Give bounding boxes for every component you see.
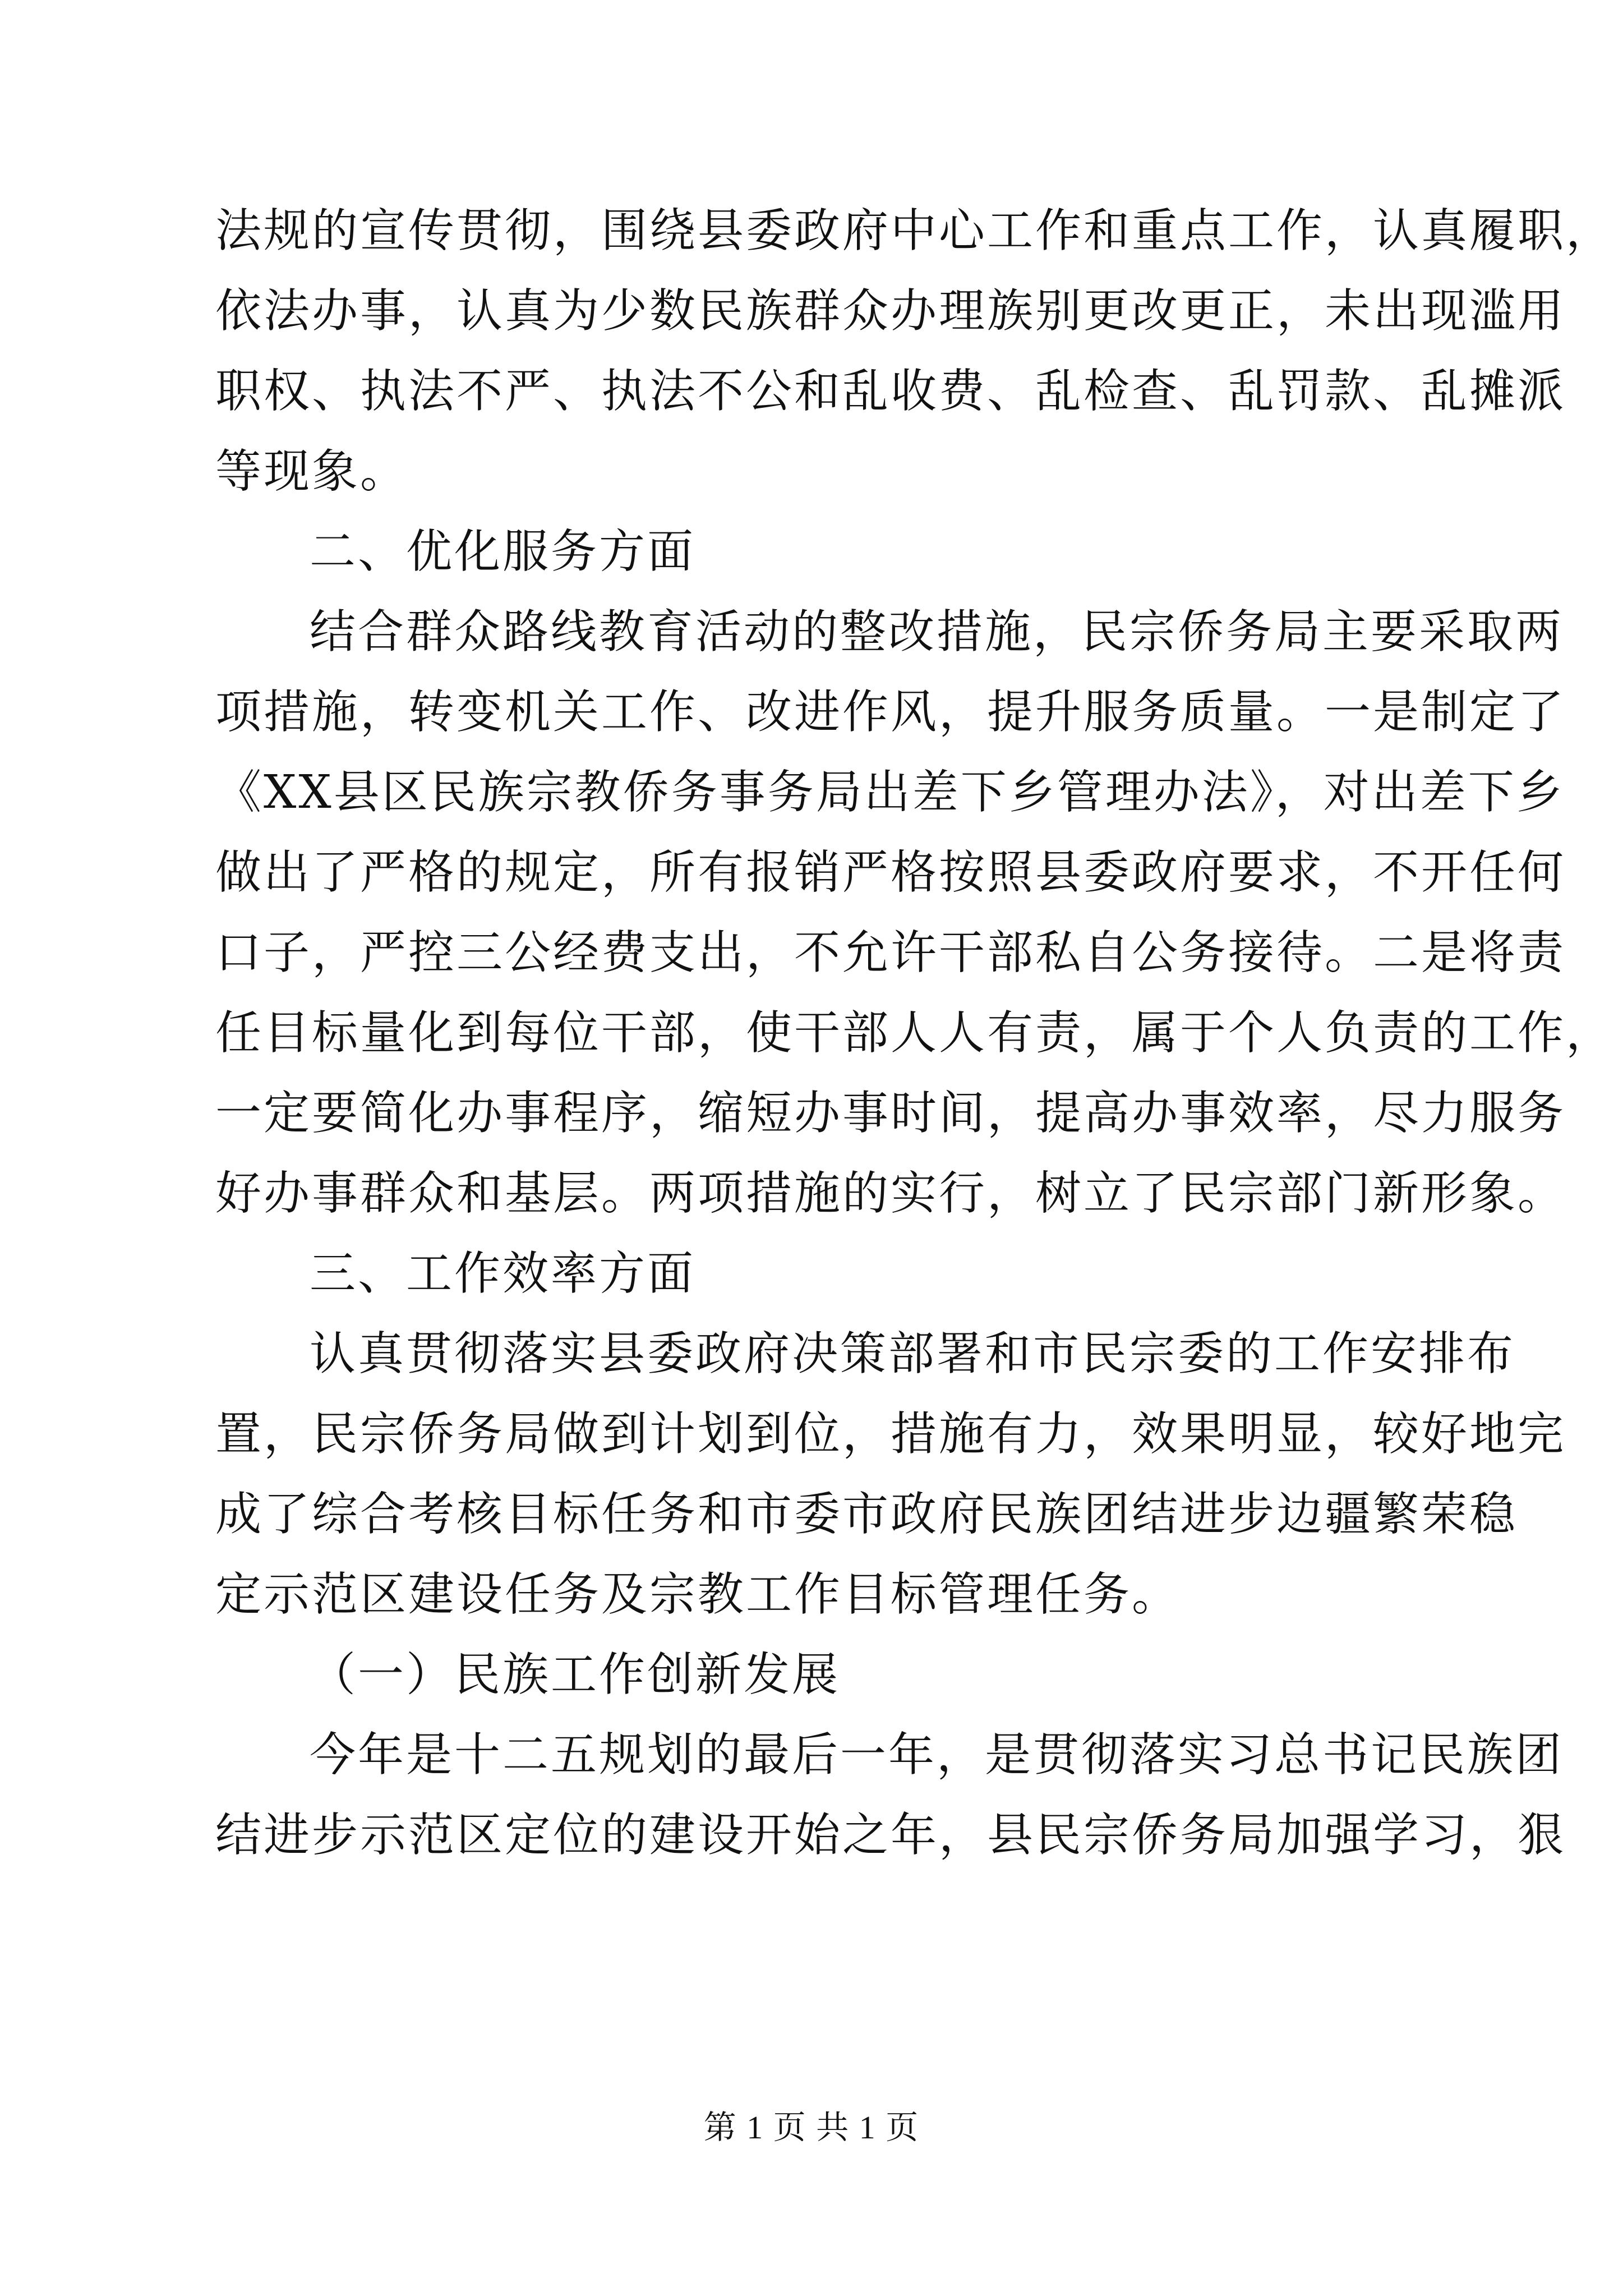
- text-line: 任目标量化到每位干部，使干部人人有责，属于个人负责的工作，: [215, 1006, 1615, 1060]
- text-line: 做出了严格的规定，所有报销严格按照县委政府要求，不开任何: [215, 846, 1566, 899]
- text-line: 结进步示范区定位的建设开始之年，县民宗侨务局加强学习，狠: [215, 1809, 1566, 1862]
- text-line: 法规的宣传贯彻，围绕县委政府中心工作和重点工作，认真履职，: [215, 204, 1615, 257]
- text-line: 好办事群众和基层。两项措施的实行，树立了民宗部门新形象。: [215, 1167, 1566, 1220]
- text-line: 等现象。: [215, 445, 409, 498]
- section-heading: 三、工作效率方面: [310, 1247, 696, 1300]
- document-body: [215, 191, 1615, 1875]
- text-line: 今年是十二五规划的最后一年，是贯彻落实习总书记民族团: [310, 1728, 1564, 1782]
- text-line: 口子，严控三公经费支出，不允许干部私自公务接待。二是将责: [215, 926, 1566, 979]
- text-line: 成了综合考核目标任务和市委市政府民族团结进步边疆繁荣稳: [215, 1488, 1518, 1541]
- subsection-heading: （一）民族工作创新发展: [310, 1648, 841, 1701]
- text-line: 结合群众路线教育活动的整改措施，民宗侨务局主要采取两: [310, 605, 1564, 659]
- text-line: 项措施，转变机关工作、改进作风，提升服务质量。一是制定了: [215, 685, 1566, 739]
- text-line: 依法办事，认真为少数民族群众办理族别更改更正，未出现滥用: [215, 284, 1566, 338]
- section-heading: 二、优化服务方面: [310, 525, 696, 578]
- text-line: 置，民宗侨务局做到计划到位，措施有力，效果明显，较好地完: [215, 1407, 1566, 1461]
- page-number-footer: 第 1 页 共 1 页: [703, 2109, 920, 2146]
- text-line: 定示范区建设任务及宗教工作目标管理任务。: [215, 1568, 1181, 1621]
- text-line: 职权、执法不严、执法不公和乱收费、乱检查、乱罚款、乱摊派: [215, 365, 1566, 418]
- text-line: 一定要简化办事程序，缩短办事时间，提高办事效率，尽力服务: [215, 1087, 1566, 1140]
- text-line: 《XX县区民族宗教侨务事务局出差下乡管理办法》，对出差下乡: [215, 766, 1565, 819]
- text-line: 认真贯彻落实县委政府决策部署和市民宗委的工作安排布: [310, 1327, 1516, 1381]
